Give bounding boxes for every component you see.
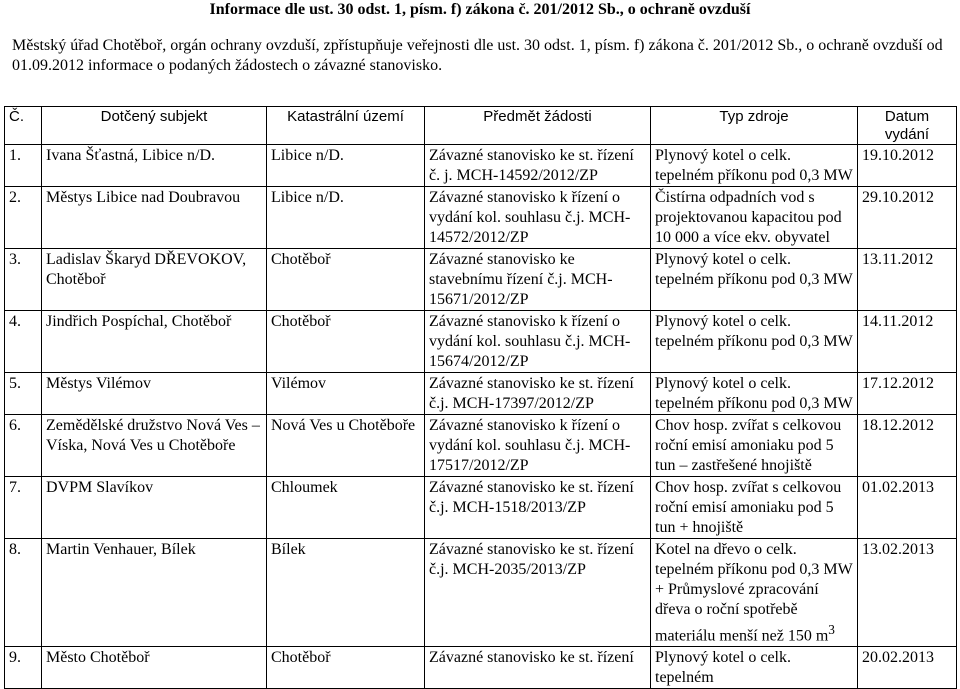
row-request: Závazné stanovisko ke st. řízení č.j. MCH-1518/2013/ZP (425, 477, 651, 539)
row-subject: Město Chotěboř (42, 647, 267, 689)
table-row (5, 477, 957, 539)
row-area: Bílek (267, 539, 425, 647)
row-date: 29.10.2012 (858, 187, 957, 249)
row-number: 8. (5, 539, 42, 647)
row-request: Závazné stanovisko ke st. řízení č. j. MCH-14592/2012/ZP (425, 145, 651, 187)
row-request: Závazné stanovisko ke st. řízení č.j. MCH-17397/2012/ZP (425, 373, 651, 415)
row-request: Závazné stanovisko ke st. řízení (425, 647, 651, 689)
row-source: Plynový kotel o celk. tepelném příkonu pod 0,3 MW (651, 249, 858, 311)
row-area: Chotěboř (267, 647, 425, 689)
row-area: Libice n/D. (267, 187, 425, 249)
table-row (5, 415, 957, 477)
row-date: 17.12.2012 (858, 373, 957, 415)
row-subject: Martin Venhauer, Bílek (42, 539, 267, 647)
row-number: 7. (5, 477, 42, 539)
row-date: 13.02.2013 (858, 539, 957, 647)
row-request: Závazné stanovisko ke stavebnímu řízení č.j. MCH-15671/2012/ZP (425, 249, 651, 311)
cubic-superscript: 3 (828, 622, 835, 637)
row-subject: Městys Vilémov (42, 373, 267, 415)
header-number: Č. (5, 107, 42, 145)
row-number: 1. (5, 145, 42, 187)
row-number: 4. (5, 311, 42, 373)
table-row (5, 187, 957, 249)
row-source: Chov hosp. zvířat s celkovou roční emisí amoniaku pod 5 tun + hnojiště (651, 477, 858, 539)
row-area: Vilémov (267, 373, 425, 415)
row-source: Chov hosp. zvířat s celkovou roční emisí amoniaku pod 5 tun – zastřešené hnojiště (651, 415, 858, 477)
row-source: Plynový kotel o celk. tepelném příkonu pod 0,3 MW (651, 311, 858, 373)
row-number: 6. (5, 415, 42, 477)
header-request: Předmět žádosti (425, 107, 651, 145)
row-date: 01.02.2013 (858, 477, 957, 539)
row-request: Závazné stanovisko ke st. řízení č.j. MCH-2035/2013/ZP (425, 539, 651, 647)
row-request: Závazné stanovisko k řízení o vydání kol. souhlasu č.j. MCH-14572/2012/ZP (425, 187, 651, 249)
table-row (5, 249, 957, 311)
row-subject: Ladislav Škaryd DŘEVOKOV, Chotěboř (42, 249, 267, 311)
row-request: Závazné stanovisko k řízení o vydání kol. souhlasu č.j. MCH-17517/2012/ZP (425, 415, 651, 477)
row-source (651, 539, 858, 647)
row-source: Čistírna odpadních vod s projektovanou kapacitou pod 10 000 a více ekv. obyvatel (651, 187, 858, 249)
table-header-row (5, 107, 957, 145)
row-subject: Zemědělské družstvo Nová Ves – Víska, Nová Ves u Chotěboře (42, 415, 267, 477)
header-source-type: Typ zdroje (651, 107, 858, 145)
table-row (5, 311, 957, 373)
row-subject: Jindřich Pospíchal, Chotěboř (42, 311, 267, 373)
row-request: Závazné stanovisko k řízení o vydání kol. souhlasu č.j. MCH-15674/2012/ZP (425, 311, 651, 373)
row-source: Plynový kotel o celk. tepelném příkonu pod 0,3 MW (651, 145, 858, 187)
row-area: Chotěboř (267, 311, 425, 373)
intro-paragraph: Městský úřad Chotěboř, orgán ochrany ovzduší, zpřístupňuje veřejnosti dle ust. 30 odst. 1, písm. f) zákona č. 201/2012 Sb., o ochraně ovzduší od 01.09.2012 informace o podaných žádostech o závazné stanovisko. (12, 37, 943, 74)
table-row (5, 647, 957, 689)
header-cadastral-area: Katastrální území (267, 107, 425, 145)
row-number: 9. (5, 647, 42, 689)
applications-table (4, 106, 957, 689)
row-date: 14.11.2012 (858, 311, 957, 373)
table-row (5, 145, 957, 187)
row-date: 18.12.2012 (858, 415, 957, 477)
table-row (5, 539, 957, 647)
row-area: Chloumek (267, 477, 425, 539)
row-date: 13.11.2012 (858, 249, 957, 311)
row-subject: Městys Libice nad Doubravou (42, 187, 267, 249)
row-date: 20.02.2013 (858, 647, 957, 689)
row-number: 5. (5, 373, 42, 415)
row-area: Nová Ves u Chotěboře (267, 415, 425, 477)
row-number: 3. (5, 249, 42, 311)
header-subject: Dotčený subjekt (42, 107, 267, 145)
row-source: Plynový kotel o celk. tepelném příkonu pod 0,3 MW (651, 373, 858, 415)
row-subject: DVPM Slavíkov (42, 477, 267, 539)
row-number: 2. (5, 187, 42, 249)
row-source-text: Kotel na dřevo o celk. tepelném příkonu pod 0,3 MW + Průmyslové zpracování dřeva o roční spotřebě materiálu menší než 150 m (655, 541, 853, 645)
header-date: Datum vydání (858, 107, 957, 145)
row-area: Libice n/D. (267, 145, 425, 187)
row-source: Plynový kotel o celk. tepelném (651, 647, 858, 689)
row-area: Chotěboř (267, 249, 425, 311)
table-row (5, 373, 957, 415)
row-date: 19.10.2012 (858, 145, 957, 187)
row-subject: Ivana Šťastná, Libice n/D. (42, 145, 267, 187)
document-title: Informace dle ust. 30 odst. 1, písm. f) zákona č. 201/2012 Sb., o ochraně ovzduší (209, 1, 751, 18)
